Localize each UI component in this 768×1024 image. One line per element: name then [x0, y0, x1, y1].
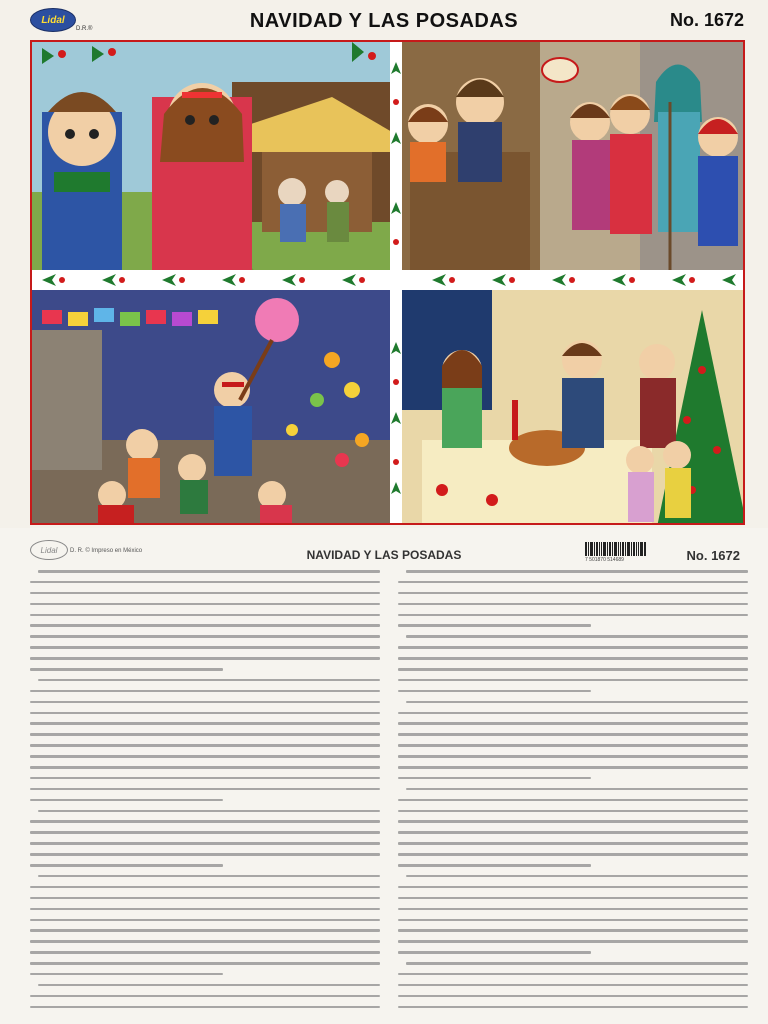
body-text-line — [406, 875, 748, 878]
body-text-line — [30, 951, 380, 954]
body-text-line — [30, 690, 380, 693]
body-text-line — [38, 570, 380, 573]
body-text-line — [38, 875, 380, 878]
body-text-line — [398, 973, 748, 976]
nativity-scene-illustration — [32, 42, 392, 270]
body-text-line — [398, 853, 748, 856]
body-text-line — [30, 614, 380, 617]
body-text-line — [398, 940, 748, 943]
body-text-line — [30, 864, 223, 867]
body-text-line — [30, 886, 380, 889]
body-text-line — [30, 592, 380, 595]
body-text-line — [398, 712, 748, 715]
body-text-line — [30, 777, 380, 780]
body-text-line — [30, 712, 380, 715]
body-text-line — [398, 799, 748, 802]
text-page — [0, 528, 768, 1024]
body-text-line — [398, 624, 591, 627]
body-text-line — [406, 635, 748, 638]
body-text-line — [398, 777, 591, 780]
body-text-line — [30, 766, 380, 769]
article-column-left — [30, 570, 380, 1020]
body-text-line — [398, 897, 748, 900]
body-text-line — [30, 973, 223, 976]
body-text-line — [398, 919, 748, 922]
body-text-line — [398, 690, 591, 693]
body-text-line — [30, 962, 380, 965]
body-text-line — [398, 810, 748, 813]
body-text-line — [30, 842, 380, 845]
logo-text: Lidal — [41, 14, 65, 26]
text-page-title: NAVIDAD Y LAS POSADAS — [306, 548, 462, 562]
body-text-line — [398, 842, 748, 845]
body-text-line — [398, 581, 748, 584]
text-page-legal-line: D. R. © Impreso en México — [70, 548, 143, 554]
posada-procession-illustration — [400, 42, 745, 270]
body-text-line — [398, 744, 748, 747]
poster-header — [0, 0, 768, 42]
nativity-scene-panel — [32, 42, 392, 270]
christmas-dinner-illustration — [402, 290, 745, 525]
body-text-line — [30, 788, 380, 791]
body-text-line — [30, 897, 380, 900]
article-column-right — [398, 570, 748, 1020]
body-text-line — [38, 984, 380, 987]
body-text-line — [398, 984, 748, 987]
barcode-number: 7 501870 514689 — [585, 557, 624, 563]
body-text-line — [398, 668, 748, 671]
body-text-line — [398, 929, 748, 932]
body-text-line — [398, 679, 748, 682]
body-text-line — [398, 646, 748, 649]
body-text-line — [406, 962, 748, 965]
body-text-line — [30, 940, 380, 943]
body-text-line — [30, 624, 380, 627]
body-text-line — [30, 929, 380, 932]
holly-vine-icon — [390, 42, 402, 525]
body-text-line — [398, 657, 748, 660]
poster-number: No. 1672 — [669, 10, 744, 30]
body-text-line — [398, 951, 591, 954]
body-text-line — [30, 657, 380, 660]
body-text-line — [398, 831, 748, 834]
holly-divider-vertical — [390, 42, 402, 525]
body-text-line — [30, 1006, 380, 1009]
body-text-line — [30, 995, 380, 998]
body-text-line — [398, 820, 748, 823]
body-text-line — [30, 722, 380, 725]
body-text-line — [406, 701, 748, 704]
pinata-scene-illustration — [32, 290, 390, 525]
body-text-line — [406, 788, 748, 791]
body-text-line — [398, 722, 748, 725]
body-text-line — [30, 635, 380, 638]
body-text-line — [30, 820, 380, 823]
body-text-line — [398, 755, 748, 758]
poster-title: NAVIDAD Y LAS POSADAS — [249, 10, 519, 32]
body-text-line — [38, 679, 380, 682]
body-text-line — [406, 570, 748, 573]
body-text-line — [398, 614, 748, 617]
body-text-line — [30, 919, 380, 922]
text-page-number: No. 1672 — [686, 548, 740, 563]
body-text-line — [398, 864, 591, 867]
body-text-line — [398, 908, 748, 911]
poster-frame — [30, 40, 745, 525]
body-text-line — [398, 886, 748, 889]
body-text-line — [398, 1006, 748, 1009]
body-text-line — [30, 831, 380, 834]
body-text-line — [30, 733, 380, 736]
holly-leaves-icon — [32, 270, 745, 290]
body-text-line — [30, 853, 380, 856]
body-text-line — [30, 908, 380, 911]
body-text-line — [398, 733, 748, 736]
body-text-line — [30, 755, 380, 758]
barcode-icon — [585, 542, 647, 556]
body-text-line — [30, 646, 380, 649]
posada-procession-panel — [400, 42, 745, 270]
body-text-line — [30, 581, 380, 584]
body-text-line — [398, 766, 748, 769]
body-text-line — [398, 603, 748, 606]
body-text-line — [30, 668, 223, 671]
text-page-logo-text: Lidal — [40, 545, 58, 555]
pinata-scene-panel — [32, 290, 390, 525]
body-text-line — [30, 799, 223, 802]
body-text-line — [38, 810, 380, 813]
body-text-line — [30, 603, 380, 606]
body-text-line — [398, 592, 748, 595]
body-text-line — [30, 701, 380, 704]
holly-divider-horizontal — [32, 270, 745, 290]
logo-registered-mark: D.R.® — [76, 26, 93, 32]
body-text-line — [30, 744, 380, 747]
christmas-dinner-panel — [402, 290, 745, 525]
body-text-line — [398, 995, 748, 998]
